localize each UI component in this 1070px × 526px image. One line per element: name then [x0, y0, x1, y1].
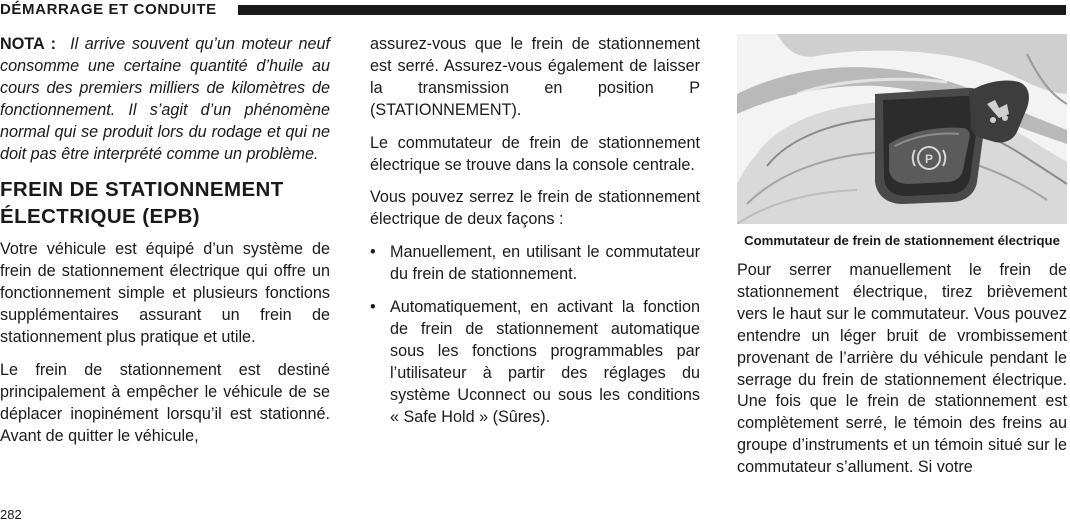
note-text: Il arrive souvent qu’un moteur neuf consomme une certaine quantité d’huile au cours des premiers milliers de kilomètres de fonctionnement. Il s’agit d’un phénomène normal qui se produit lors du rodage et qui ne doit pas être interprété comme un problème.: [0, 35, 330, 163]
page-header: [0, 0, 1070, 22]
list-item: [370, 297, 700, 428]
paragraph: Votre véhicule est équipé d’un système de frein de stationnement électrique qui offre un fonctionnement simple et plusieurs fonctions supplémentaires assurant un frein de stationnement plus pratique et utile.: [0, 240, 330, 347]
figure-caption: Commutateur de frein de stationnement électrique: [744, 233, 1060, 248]
list-item-text: Automatiquement, en activant la fonction de frein de stationnement automatique sous les fonctions programmables par l’utilisateur à partir des réglages du système Uconnect ou sous les conditions « Safe Hold » (Sûres).: [390, 298, 700, 426]
section-heading: FREIN DE STATIONNEMENT ÉLECTRIQUE (EPB): [0, 178, 284, 229]
console-illustration: [737, 34, 1067, 224]
column-2: [370, 34, 700, 440]
paragraph: Le commutateur de frein de stationnement électrique se trouve dans la console centrale.: [370, 133, 700, 174]
section-title: DÉMARRAGE ET CONDUITE: [0, 1, 217, 18]
paragraph: Pour serrer manuellement le frein de stationnement électrique, tirez brièvement vers le haut sur le commutateur. Vous pouvez entendre un léger bruit de vrombissement provenant de l’arrière du véhicule pendant le serrage du frein de stationnement électrique. Une fois que le frein de stationnement est complètement serré, le témoin des freins au groupe d’instruments et un témoin situé sur le commutateur s’allument. Si votre: [737, 261, 1067, 477]
parking-brake-figure: [737, 34, 1067, 224]
bullet-icon: •: [370, 243, 376, 262]
page-number: 282: [0, 507, 22, 522]
list-item: [370, 242, 700, 286]
column-1: [0, 34, 330, 459]
note: [0, 34, 330, 165]
paragraph: Vous pouvez serrez le frein de stationnement électrique de deux façons :: [370, 188, 700, 229]
svg-text:P: P: [924, 152, 934, 166]
paragraph: Le frein de stationnement est destiné principalement à empêcher le véhicule de se déplacer inopinément lorsqu’il est stationné. Avant de quitter le véhicule,: [0, 360, 330, 445]
paragraph: assurez-vous que le frein de stationnement est serré. Assurez-vous également de laisser la transmission en position P (STATIONNEMENT).: [370, 35, 700, 119]
note-label: NOTA :: [0, 35, 57, 53]
bullet-list: [370, 242, 700, 428]
bullet-icon: •: [370, 298, 376, 317]
column-3: [737, 34, 1067, 490]
list-item-text: Manuellement, en utilisant le commutateur du frein de stationnement.: [390, 243, 700, 284]
header-rule: [238, 5, 1066, 15]
